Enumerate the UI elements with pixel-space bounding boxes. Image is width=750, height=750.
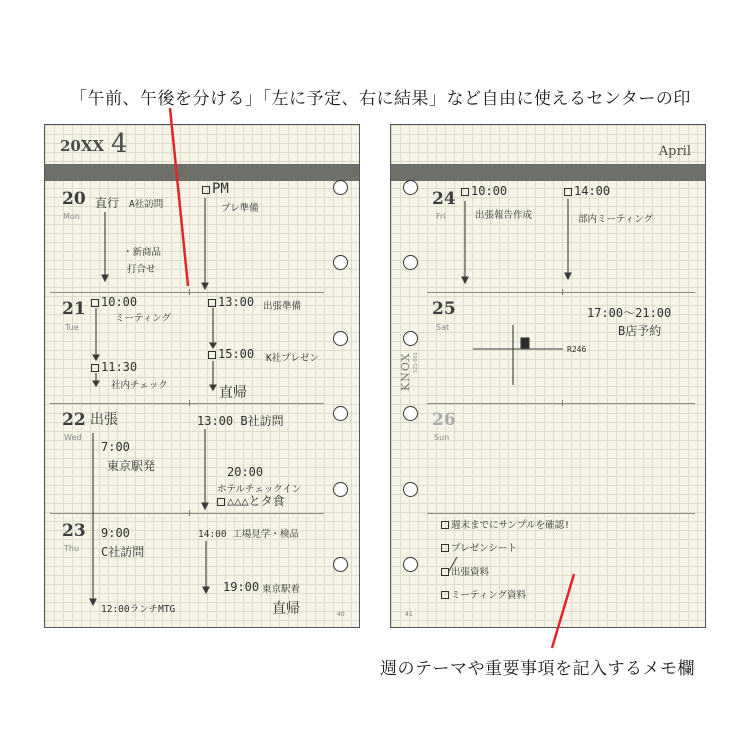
handwritten-note: 東京駅発	[107, 459, 156, 473]
handwritten-note: 直行	[95, 196, 120, 210]
handwritten-note: 出張準備	[263, 301, 302, 312]
brand-code: S21-001	[413, 352, 419, 373]
handwritten-note: ホテルチェックイン	[217, 484, 302, 495]
handwritten-note: 20:00	[227, 465, 264, 479]
day-number: 26	[432, 410, 456, 430]
day-number: 25	[432, 299, 456, 319]
handwritten-note: 7:00	[101, 440, 130, 454]
day-name: Fri	[436, 212, 446, 221]
handwritten-note: C社訪問	[101, 545, 145, 559]
top-caption: 「午前、午後を分ける」「左に予定、右に結果」など自由に使えるセンターの印	[70, 89, 691, 109]
handwritten-note: 東京駅着	[262, 584, 301, 595]
handwritten-note: 10:00	[461, 184, 507, 198]
year-label: 20XX	[60, 137, 105, 155]
handwritten-note: 10:00	[91, 295, 137, 309]
handwritten-note: 11:30	[91, 360, 137, 374]
month-name: April	[658, 144, 691, 159]
handwritten-note: B店予約	[618, 324, 662, 338]
handwritten-note: 9:00	[101, 526, 130, 540]
handwritten-note: K社プレゼン	[266, 353, 319, 364]
handwritten-note: プレ準備	[221, 203, 259, 214]
page-number: 40	[337, 611, 345, 618]
month-number: 4	[111, 129, 128, 159]
handwritten-note: 出張	[90, 412, 118, 428]
handwritten-note: 部内ミーティング	[578, 214, 654, 225]
day-name: Tue	[65, 323, 79, 332]
handwritten-note: 17:00〜21:00	[587, 306, 672, 320]
handwritten-note: 出張報告作成	[475, 210, 533, 221]
handwritten-note: △△△とタ食	[217, 492, 285, 509]
day-number: 21	[62, 299, 86, 319]
handwritten-note: PM	[202, 181, 229, 197]
brand-logo: KNOX	[399, 352, 412, 391]
day-name: Wed	[64, 433, 82, 442]
day-name: Sun	[434, 433, 450, 442]
day-number: 23	[62, 521, 86, 541]
day-number: 24	[432, 189, 456, 209]
page-number: 41	[405, 611, 413, 618]
handwritten-note: 13:00 B社訪問	[197, 414, 284, 428]
day-number: 20	[62, 189, 86, 209]
handwritten-note: 19:00	[223, 580, 260, 594]
handwritten-note: 直帰	[219, 385, 247, 401]
memo-item: 出張資料	[441, 564, 489, 578]
handwritten-note: 14:00 工場見学・検品	[198, 529, 299, 540]
handwritten-note: ・新商品	[123, 247, 162, 258]
map-label: R246	[567, 345, 587, 354]
handwritten-note: 12:00ランチMTG	[101, 604, 176, 615]
day-number: 22	[62, 410, 86, 430]
handwritten-note: 社内チェック	[111, 380, 168, 391]
day-name: Sat	[436, 323, 450, 332]
handwritten-note: 14:00	[564, 184, 610, 198]
handwritten-note: 直帰	[272, 601, 300, 617]
memo-item: 週末までにサンプルを確認!	[441, 517, 570, 531]
handwritten-note: 打合せ	[127, 264, 156, 275]
memo-item: プレゼンシート	[441, 540, 517, 554]
bottom-caption: 週のテーマや重要事項を記入するメモ欄	[380, 659, 695, 679]
handwritten-note: 15:00	[208, 347, 254, 361]
handwritten-note: 13:00	[208, 295, 254, 309]
memo-item: ミーティング資料	[441, 587, 526, 601]
handwritten-note: A社訪問	[129, 199, 164, 210]
day-name: Thu	[64, 544, 80, 553]
handwritten-note: ミーティング	[115, 313, 172, 324]
day-name: Mon	[63, 212, 80, 221]
